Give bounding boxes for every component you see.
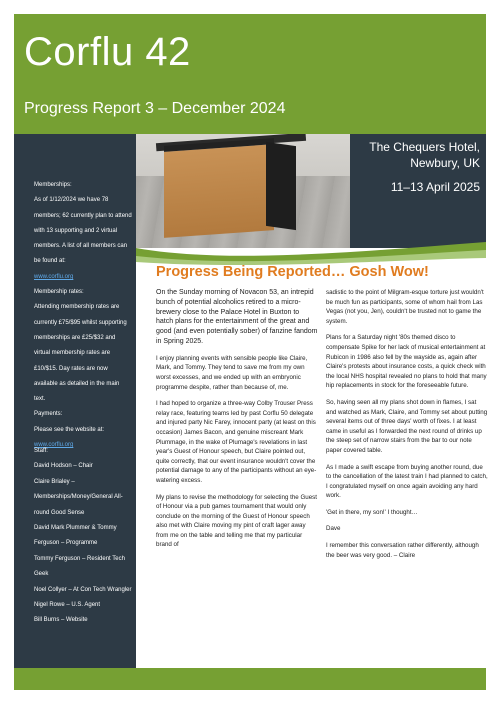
sidebar-info xyxy=(34,178,132,453)
payments-text: Please see the website at: xyxy=(34,426,105,433)
hero-photo xyxy=(136,134,350,248)
article-paragraph: As I made a swift escape from buying another round, due to the cancellation of the latest train I had planned to catch, I congratulated myself on once again avoiding any hard work. xyxy=(326,463,488,500)
staff-item: Nigel Rowe – U.S. Agent xyxy=(34,602,101,609)
venue-panel xyxy=(350,134,486,248)
article-paragraph: I remember this conversation rather differently, although the beer was very good. – Claire xyxy=(326,542,479,559)
event-dates: 11–13 April 2025 xyxy=(390,180,480,194)
article-paragraph: On the Sunday morning of Novacon 53, an intrepid bunch of potential alcoholics retired to a micro-brewery close to the Palace Hotel in Buxton to hatch plans for the entertainment of the great and good (and even potentially sober) of fanzine fandom in Spring 2025. xyxy=(156,289,318,345)
decorative-swoosh xyxy=(136,242,486,266)
staff-item: Noel Collyer – At Con Tech Wrangler xyxy=(34,586,132,593)
payments-heading: Payments: xyxy=(34,411,63,418)
article-paragraph: 'Get in there, my son!' I thought… xyxy=(326,508,418,516)
article-paragraph: Plans for a Saturday night '80s themed disco to compensate Spike for her lack of musical entertainment at Rubicon in 1986 also fell by the wayside as, again after Claire's protests about insurance costs, a quick check with the local NHS hospital revealed no plans to hold that many hip replacements in stock for the foreseeable future. xyxy=(326,334,487,390)
masthead xyxy=(14,14,486,134)
membership-link[interactable]: www.corflu.org xyxy=(34,273,74,280)
article-column-right xyxy=(326,288,488,567)
article-paragraph: So, having seen all my plans shot down in flames, I sat and watched as Mark, Claire, and Tommy set about putting several items out of three days' worth of fixes. I at least came in useful as I forwarded the next round of drinks up the steep set of narrow stairs from the bar to our note paper covered table. xyxy=(326,398,488,454)
article-title: Progress Being Reported… Gosh Wow! xyxy=(156,264,429,280)
sidebar xyxy=(14,134,136,668)
photo-wooden-panel xyxy=(164,138,274,238)
article-signature: Dave xyxy=(326,525,341,533)
staff-list xyxy=(34,444,132,629)
issue-subtitle: Progress Report 3 – December 2024 xyxy=(24,100,286,117)
publication-title: Corflu 42 xyxy=(24,30,191,74)
venue-name: The Chequers Hotel, xyxy=(369,140,480,154)
venue-location: Newbury, UK xyxy=(410,156,480,170)
article-column-left xyxy=(156,288,318,557)
rates-text: Attending membership rates are currently £75/$95 whilst supporting memberships are £25/$32 and virtual membership rates are £10/$15. Day rates are now available as detailed in the main text. xyxy=(34,304,127,403)
photo-dark-panel xyxy=(266,142,296,230)
staff-item: Claire Brialey – Memberships/Money/General All-round Good Sense xyxy=(34,478,123,516)
membership-heading: Memberships: xyxy=(34,182,72,188)
staff-item: David Mark Plummer & Tommy Ferguson – Programme xyxy=(34,525,117,547)
article-paragraph: sadistic to the point of Milgram-esque torture just wouldn't be much fun as participants, some of whom hail from Las Vegas (not you, Jen), couldn't be trusted not to game the system. xyxy=(326,289,484,325)
staff-item: David Hodson – Chair xyxy=(34,463,93,470)
staff-item: Tommy Ferguson – Resident Tech Geek xyxy=(34,555,125,578)
website-link[interactable]: www.corflu.org xyxy=(34,442,74,449)
article-paragraph: I had hoped to organize a three-way Colby Trouser Press relay race, featuring teams led by past Corflu 50 delegate and injured party Nic Farey, innocent party (at least on this occasion) James Bacon, and genuine miscreant Mark Plummage, in the wake of Plumage's revelations in last year's Guest of Honour speech, but Claire pointed out, quite correctly, that our event insurance wouldn't cover the potential damage to any of the participants without an eye-watering excess. xyxy=(156,400,317,484)
article-paragraph: I enjoy planning events with sensible people like Claire, Mark, and Tommy. They tend to save me from my own worst excesses, and we ended up with an embryonic programme despite, rather than because of, me. xyxy=(156,354,308,391)
footer-bar xyxy=(14,668,486,690)
staff-heading: Staff: xyxy=(34,448,48,454)
staff-item: Bill Burns – Website xyxy=(34,617,88,624)
membership-text: As of 1/12/2024 we have 78 members; 62 currently plan to attend with 13 supporting and 2 virtual members. A list of all members can be found at: xyxy=(34,197,132,265)
rates-heading: Membership rates: xyxy=(34,289,84,296)
article-paragraph: My plans to revise the methodology for selecting the Guest of Honour via a pub games tournament that would only conclude on the morning of the Guest of Honour speech also met with Claire moving my pint of craft lager away from me on the table and telling me that my particular brand of xyxy=(156,493,317,549)
